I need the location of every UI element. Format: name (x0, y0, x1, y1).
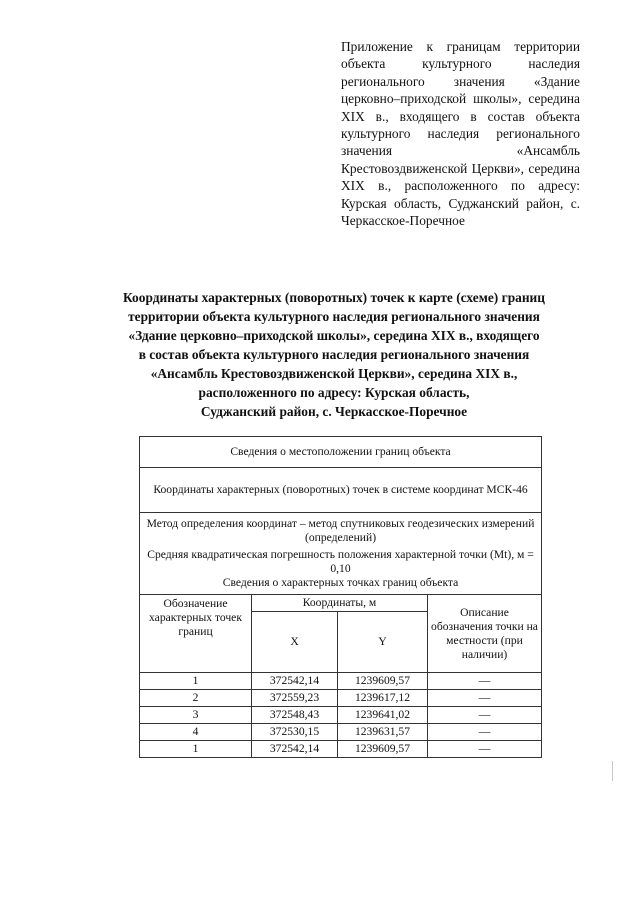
title-line: территории объекта культурного наследия регионального значения (128, 309, 540, 324)
description-cell: — (428, 707, 542, 724)
x-value-cell: 372559,23 (252, 690, 338, 707)
title-line: расположенного по адресу: Курская область, (198, 385, 470, 400)
y-header-cell: Y (338, 612, 428, 673)
point-number-cell: 3 (140, 707, 252, 724)
title-line: «Здание церковно–приходской школы», середина XIX в., входящего (128, 328, 540, 343)
x-header-cell: X (252, 612, 338, 673)
y-value-cell: 1239631,57 (338, 724, 428, 741)
table-row (140, 707, 542, 724)
y-value-cell: 1239609,57 (338, 673, 428, 690)
location-header-cell: Сведения о местоположении границ объекта (140, 437, 542, 468)
coords-header-cell: Координаты, м (252, 595, 428, 612)
title-line: Координаты характерных (поворотных) точек к карте (схеме) границ (123, 290, 545, 305)
x-value-cell: 372548,43 (252, 707, 338, 724)
method-text: Метод определения координат – метод спутниковых геодезических измерений (определений) (146, 517, 535, 544)
document-title (60, 288, 608, 421)
x-value-cell: 372530,15 (252, 724, 338, 741)
point-number-cell: 2 (140, 690, 252, 707)
y-value-cell: 1239641,02 (338, 707, 428, 724)
table-row (140, 673, 542, 690)
description-cell: — (428, 673, 542, 690)
point-number-cell: 1 (140, 741, 252, 758)
table-row (140, 741, 542, 758)
y-value-cell: 1239617,12 (338, 690, 428, 707)
table-header-row (140, 595, 542, 612)
description-header-cell: Описание обозначения точки на местности (при наличии) (428, 595, 542, 673)
scan-artifact (612, 761, 613, 781)
points-header: Сведения о характерных точках границ объекта (222, 576, 459, 589)
table-header-row (140, 468, 542, 513)
table-header-row (140, 437, 542, 468)
table-header-row (140, 513, 542, 595)
title-line: Суджанский район, с. Черкасское-Поречное (200, 404, 468, 419)
point-number-cell: 1 (140, 673, 252, 690)
coord-system-cell: Координаты характерных (поворотных) точек в системе координат МСК-46 (140, 468, 542, 513)
description-cell: — (428, 690, 542, 707)
x-value-cell: 372542,14 (252, 741, 338, 758)
point-number-cell: 4 (140, 724, 252, 741)
method-cell (140, 513, 542, 595)
table-row (140, 690, 542, 707)
table-row (140, 724, 542, 741)
designation-header-cell: Обозначение характерных точек границ (140, 595, 252, 673)
x-value-cell: 372542,14 (252, 673, 338, 690)
description-cell: — (428, 741, 542, 758)
title-line: в состав объекта культурного наследия регионального значения (138, 347, 530, 362)
title-line: «Ансамбль Крестовоздвиженской Церкви», середина XIX в., (150, 366, 518, 381)
y-value-cell: 1239609,57 (338, 741, 428, 758)
description-cell: — (428, 724, 542, 741)
coordinates-table (139, 436, 542, 758)
error-text: Средняя квадратическая погрешность положения характерной точки (Mt), м = 0,10 (147, 548, 534, 575)
appendix-note: Приложение к границам территории объекта культурного наследия регионального значения «Здание церковно–приходской школы», середина XIX в., входящего в состав объекта культурного наследия регионального значения «Ансамбль Крестовоздвиженской Церкви», середина XIX в., расположенного по адресу: Курская область, Суджанский район, с. Черкасское-Поречное (341, 39, 580, 229)
